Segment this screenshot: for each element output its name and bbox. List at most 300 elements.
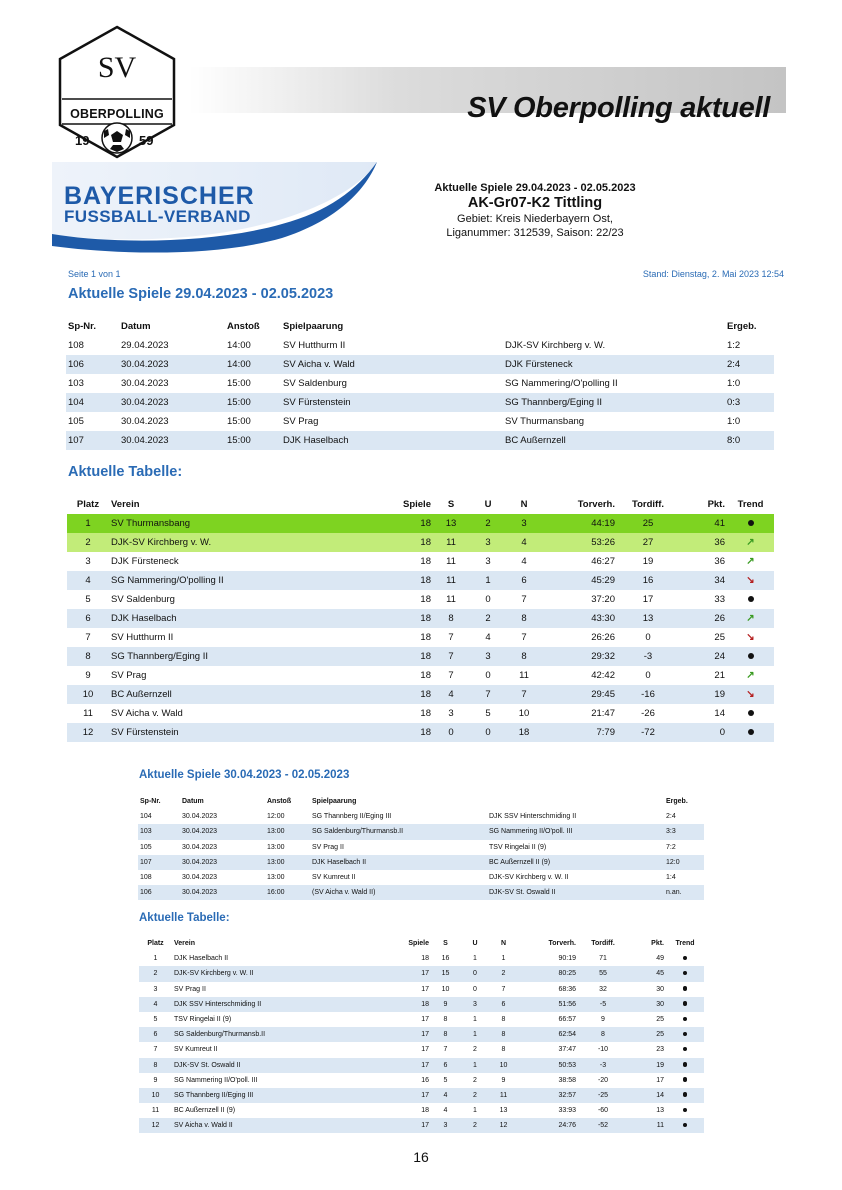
losses-cell: 18 [507,723,541,742]
result-cell: 2:4 [725,355,774,374]
goal-diff-cell: -20 [597,1076,609,1084]
team-cell: DJK-SV Kirchberg v. W. II [172,966,372,981]
result-cell: 8:0 [725,431,774,450]
game-date-cell: 30.04.2023 [182,874,218,882]
games-played-cell: 18 [359,723,433,742]
column-header-team: Verein [174,940,196,948]
away-team-cell: DJK-SV St. Oswald II [487,885,664,900]
losses-cell: 12 [490,1118,517,1133]
place-cell: 6 [139,1027,172,1042]
place-cell: 7 [153,1046,158,1054]
wins-cell: 15 [431,966,460,981]
draws-cell: 7 [469,685,507,704]
team-cell: DJK Haselbach II [174,955,229,963]
goal-diff-cell: 0 [645,632,651,643]
kickoff-time-cell: 16:00 [265,885,310,900]
table-row [139,982,704,997]
header-row [67,495,774,514]
trend-same-icon [683,1047,688,1052]
team-cell: DJK SSV Hinterschmiding II [172,997,372,1012]
wins-cell: 8 [443,1016,448,1024]
goals-cell: 53:26 [541,533,617,552]
table-row [139,1118,704,1133]
draws-cell: 3 [469,647,507,666]
standings-table-2 [139,936,704,1133]
games-played-cell: 18 [420,594,431,605]
wins-cell: 8 [433,609,469,628]
trend-cell [727,571,774,590]
goal-diff-cell: 8 [578,1027,628,1042]
points-cell: 33 [714,594,725,605]
trend-cell [727,552,774,571]
games-played-cell: 18 [359,571,433,590]
wins-cell: 8 [431,1027,460,1042]
section-title-standings-2: Aktuelle Tabelle: [139,912,230,924]
draws-cell: 1 [473,955,477,963]
team-cell: SG Nammering II/O'poll. III [174,1076,258,1084]
games-table-2 [138,794,704,900]
games-played-cell: 17 [372,1088,431,1103]
goal-diff-cell: 55 [578,966,628,981]
goal-diff-cell: 32 [599,985,607,993]
goals-cell: 44:19 [541,514,617,533]
result-cell: 1:0 [727,416,741,427]
goal-diff-cell: 16 [617,571,679,590]
team-cell: SV Saldenburg [111,594,175,605]
games-played-cell: 17 [372,966,431,981]
goal-diff-cell: 27 [617,533,679,552]
home-team-cell: SV Aicha v. Wald [281,355,503,374]
games-played-cell: 18 [359,685,433,704]
table-row [138,870,704,885]
wins-cell: 4 [433,685,469,704]
losses-cell: 7 [521,632,527,643]
goals-cell: 68:36 [558,985,576,993]
goals-cell: 50:53 [517,1058,578,1073]
place-cell: 8 [67,647,109,666]
points-cell: 34 [679,571,727,590]
trend-cell [666,1118,704,1133]
league-area: Gebiet: Kreis Niederbayern Ost, [457,213,613,225]
result-cell: 7:2 [666,843,676,851]
wins-cell: 3 [431,1118,460,1133]
trend-same-icon [683,1032,688,1037]
wins-cell: 4 [443,1107,448,1115]
away-team-cell: DJK SSV Hinterschmiding II [489,813,577,821]
losses-cell: 11 [490,1088,517,1103]
trend-same-icon [683,986,688,991]
away-team-cell: SG Nammering/O'polling II [505,378,618,389]
goal-diff-cell: -72 [617,723,679,742]
table-row [139,1073,704,1088]
goal-diff-cell: -25 [578,1088,628,1103]
team-cell: SV Thurmansbang [109,514,359,533]
table-row [139,1042,704,1057]
column-header-home-team: Spielpaarung [312,798,357,806]
trend-cell [666,1042,704,1057]
draws-cell: 3 [460,997,490,1012]
draws-cell: 1 [473,1016,477,1024]
wins-cell: 7 [448,670,454,681]
trend-same-icon [683,1092,688,1097]
team-cell: DJK-SV St. Oswald II [172,1058,372,1073]
column-header-result: Ergeb. [727,321,757,332]
team-cell: DJK-SV Kirchberg v. W. [109,533,359,552]
team-cell: BC Außernzell [109,685,359,704]
draws-cell: 5 [485,708,491,719]
place-cell: 2 [139,966,172,981]
trend-cell [727,685,774,704]
game-number-cell: 107 [138,855,180,870]
goal-diff-cell: -60 [597,1107,609,1115]
trend-up-icon: ↗ [746,537,755,548]
points-cell: 26 [679,609,727,628]
draws-cell: 2 [469,514,507,533]
wins-cell: 13 [433,514,469,533]
team-cell: TSV Ringelai II (9) [174,1016,232,1024]
game-date-cell: 30.04.2023 [182,843,218,851]
points-cell: 45 [628,966,666,981]
team-cell: SV Prag II [174,985,206,993]
team-cell: BC Außernzell II (9) [174,1107,236,1115]
away-team-cell: SG Nammering II/O'poll. III [487,824,664,839]
draws-cell: 0 [460,966,490,981]
games-played-cell: 17 [421,1016,429,1024]
losses-cell: 6 [490,997,517,1012]
header-row [139,936,704,951]
away-team-cell: TSV Ringelai II (9) [489,843,547,851]
wins-cell: 11 [433,533,469,552]
draws-cell: 1 [460,1027,490,1042]
trend-cell [666,1027,704,1042]
kickoff-time-cell: 15:00 [225,431,281,450]
place-cell: 9 [153,1076,158,1084]
goals-cell: 29:45 [541,685,617,704]
games-played-cell: 18 [372,997,431,1012]
table-row [67,704,774,723]
home-team-cell: SV Saldenburg [283,378,347,389]
goals-cell: 26:26 [591,632,615,643]
points-cell: 11 [628,1118,666,1133]
trend-same-icon [683,1062,688,1067]
draws-cell: 0 [469,723,507,742]
goals-cell: 62:54 [517,1027,578,1042]
goal-diff-cell: 13 [617,609,679,628]
goals-cell: 51:56 [517,997,578,1012]
goal-diff-cell: 9 [601,1016,605,1024]
team-cell: SG Nammering/O'polling II [109,571,359,590]
trend-same-icon [683,1123,688,1128]
standings-table-1 [67,495,774,742]
kickoff-time-cell: 15:00 [227,416,251,427]
place-cell: 11 [83,708,93,719]
game-date-cell: 30.04.2023 [119,355,225,374]
result-cell: 0:3 [725,393,774,412]
draws-cell: 2 [460,1088,490,1103]
badge-club-name: OBERPOLLING [70,107,164,121]
column-header-kickoff-time: Anstoß [267,798,292,806]
goals-cell: 38:58 [558,1076,576,1084]
game-number-cell: 105 [140,843,152,851]
table-row [67,609,774,628]
wins-cell: 16 [441,955,450,963]
trend-same-icon [683,1077,688,1082]
goals-cell: 33:93 [558,1107,576,1115]
bfv-logo-line2: FUSSBALL-VERBAND [64,207,251,226]
league-name: AK-Gr07-K2 Tittling [467,195,603,211]
place-cell: 10 [67,685,109,704]
column-header-team: Verein [111,499,140,510]
badge-sv-text: SV [97,51,137,84]
games-played-cell: 17 [421,985,429,993]
wins-cell: 10 [441,985,450,993]
column-header-wins: S [443,940,448,948]
table-row [67,552,774,571]
points-cell: 19 [628,1058,666,1073]
draws-cell: 4 [485,632,491,643]
game-date-cell: 29.04.2023 [121,340,169,351]
table-row [67,723,774,742]
soccer-ball-icon [102,123,132,153]
trend-cell [727,628,774,647]
away-team-cell: SG Thannberg/Eging II [503,393,725,412]
column-header-game-number: Sp-Nr. [140,798,161,806]
team-cell: SG Saldenburg/Thurmansb.II [172,1027,372,1042]
losses-cell: 8 [501,1016,506,1024]
points-cell: 21 [714,670,725,681]
trend-cell [666,1012,704,1027]
points-cell: 24 [679,647,727,666]
games-played-cell: 17 [372,1118,431,1133]
table-row [67,685,774,704]
games-played-cell: 18 [420,708,431,719]
kickoff-time-cell: 15:00 [225,393,281,412]
place-cell: 6 [67,609,109,628]
trend-cell [666,1058,704,1073]
losses-cell: 4 [507,533,541,552]
column-header-draws: U [484,499,492,510]
table-row [67,590,774,609]
wins-cell: 7 [433,647,469,666]
games-played-cell: 18 [359,647,433,666]
wins-cell: 6 [431,1058,460,1073]
game-number-cell: 103 [138,824,180,839]
place-cell: 7 [85,632,91,643]
column-header-draws: U [472,940,478,948]
draws-cell: 3 [469,533,507,552]
result-cell: 12:0 [664,855,704,870]
kickoff-time-cell: 13:00 [267,874,285,882]
badge-year-left: 19 [75,133,90,148]
losses-cell: 4 [521,556,527,567]
game-date-cell: 30.04.2023 [121,416,169,427]
table-row [139,1058,704,1073]
team-cell: SV Hutthurm II [111,632,174,643]
team-cell: SV Aicha v. Wald II [172,1118,372,1133]
games-played-cell: 17 [372,1027,431,1042]
points-cell: 36 [714,556,725,567]
games-played-cell: 17 [372,1058,431,1073]
goals-cell: 46:27 [591,556,615,567]
kickoff-time-cell: 13:00 [267,843,285,851]
trend-down-icon: ↘ [746,575,755,586]
place-cell: 1 [67,514,109,533]
draws-cell: 1 [460,1058,490,1073]
trend-cell [727,647,774,666]
wins-cell: 5 [443,1076,448,1084]
game-number-cell: 105 [68,416,84,427]
draws-cell: 2 [473,1046,477,1054]
column-header-kickoff-time: Anstoß [227,321,260,332]
league-number-season: Liganummer: 312539, Saison: 22/23 [446,227,624,239]
kickoff-time-cell: 14:00 [227,340,251,351]
draws-cell: 0 [485,670,491,681]
column-header-games-played: Spiele [408,940,429,948]
trend-cell [727,666,774,685]
wins-cell: 11 [433,571,469,590]
games-played-cell: 18 [359,514,433,533]
draws-cell: 0 [473,985,477,993]
table-row [67,571,774,590]
result-cell: 1:2 [727,340,741,351]
page-title: SV Oberpolling aktuell [467,92,770,124]
trend-up-icon: ↗ [746,556,755,567]
game-number-cell: 108 [68,340,84,351]
column-header-away-team [503,317,725,336]
table-row [66,336,774,355]
place-cell: 12 [139,1118,172,1133]
trend-cell [666,1073,704,1088]
column-header-goals: Torverh. [577,499,615,510]
points-cell: 25 [714,632,725,643]
game-number-cell: 104 [66,393,119,412]
home-team-cell: SV Prag II [312,843,344,851]
goal-diff-cell: 0 [645,670,651,681]
losses-cell: 10 [518,708,530,719]
goals-cell: 37:47 [558,1046,576,1054]
column-header-place: Platz [76,499,100,510]
table-row [67,514,774,533]
away-team-cell: BC Außernzell II (9) [487,855,664,870]
wins-cell: 9 [431,997,460,1012]
draws-cell: 2 [460,1118,490,1133]
game-number-cell: 103 [68,378,84,389]
place-cell: 12 [67,723,109,742]
column-header-result: Ergeb. [666,798,688,806]
trend-same-icon [748,596,754,602]
home-team-cell: DJK Haselbach [281,431,503,450]
result-cell: 1:0 [727,378,741,389]
column-header-game-date: Datum [182,798,204,806]
game-date-cell: 30.04.2023 [180,855,265,870]
points-cell: 25 [628,1027,666,1042]
goals-cell: 7:79 [541,723,617,742]
place-cell: 3 [153,985,158,993]
points-cell: 19 [679,685,727,704]
home-team-cell: DJK Haselbach II [310,855,487,870]
goal-diff-cell: 17 [642,594,654,605]
game-number-cell: 107 [66,431,119,450]
section-title-games-2: Aktuelle Spiele 30.04.2023 - 02.05.2023 [139,769,350,781]
trend-same-icon [748,653,754,659]
points-cell: 49 [656,955,664,963]
game-date-cell: 30.04.2023 [180,824,265,839]
column-header-trend: Trend [675,940,695,948]
goals-cell: 80:25 [517,966,578,981]
kickoff-time-cell: 15:00 [227,378,251,389]
games-played-cell: 18 [359,533,433,552]
losses-cell: 11 [519,670,529,681]
header-row [66,317,774,336]
goal-diff-cell: -26 [641,708,655,719]
column-header-wins: S [447,499,455,510]
team-cell: SV Prag [111,670,147,681]
table-row [66,412,774,431]
table-row [139,1103,704,1118]
trend-cell [727,609,774,628]
trend-cell [666,966,704,981]
column-header-games-played: Spiele [403,499,431,510]
goals-cell: 43:30 [541,609,617,628]
team-cell: SG Thannberg II/Eging III [172,1088,372,1103]
goal-diff-cell: -10 [597,1046,609,1054]
game-date-cell: 30.04.2023 [180,885,265,900]
wins-cell: 11 [446,556,456,567]
trend-down-icon: ↘ [746,632,755,643]
game-date-cell: 30.04.2023 [121,378,169,389]
column-header-goal-diff: Tordiff. [591,940,615,948]
trend-same-icon [683,956,688,961]
draws-cell: 3 [485,556,491,567]
section-title-games-1: Aktuelle Spiele 29.04.2023 - 02.05.2023 [68,286,334,302]
away-team-cell: DJK-SV Kirchberg v. W. [505,340,606,351]
trend-cell [727,590,774,609]
away-team-cell: BC Außernzell [503,431,725,450]
home-team-cell: SV Fürstenstein [281,393,503,412]
home-team-cell: (SV Aicha v. Wald II) [310,885,487,900]
badge-year-right: 59 [139,133,154,148]
goals-cell: 90:19 [558,955,576,963]
table-row [138,809,704,824]
wins-cell: 4 [431,1088,460,1103]
games-played-cell: 16 [421,1076,429,1084]
report-subtitle: Aktuelle Spiele 29.04.2023 - 02.05.2023 [434,182,636,194]
league-info [400,182,670,239]
place-cell: 5 [85,594,91,605]
team-cell: SG Thannberg/Eging II [109,647,359,666]
game-number-cell: 106 [138,885,180,900]
losses-cell: 9 [501,1076,506,1084]
team-cell: SV Aicha v. Wald [111,708,183,719]
column-header-game-date: Datum [121,321,151,332]
game-date-cell: 30.04.2023 [182,813,218,821]
wins-cell: 0 [433,723,469,742]
points-cell: 23 [656,1046,664,1054]
points-cell: 0 [679,723,727,742]
goals-cell: 21:47 [591,708,615,719]
losses-cell: 7 [501,985,506,993]
kickoff-time-cell: 13:00 [265,824,310,839]
goal-diff-cell: -3 [578,1058,628,1073]
place-cell: 10 [139,1088,172,1103]
games-played-cell: 18 [421,1107,429,1115]
header-row [138,794,704,809]
column-header-trend: Trend [737,499,764,510]
game-number-cell: 106 [66,355,119,374]
game-number-cell: 104 [140,813,152,821]
column-header-home-team: Spielpaarung [283,321,344,332]
trend-cell [666,951,704,966]
